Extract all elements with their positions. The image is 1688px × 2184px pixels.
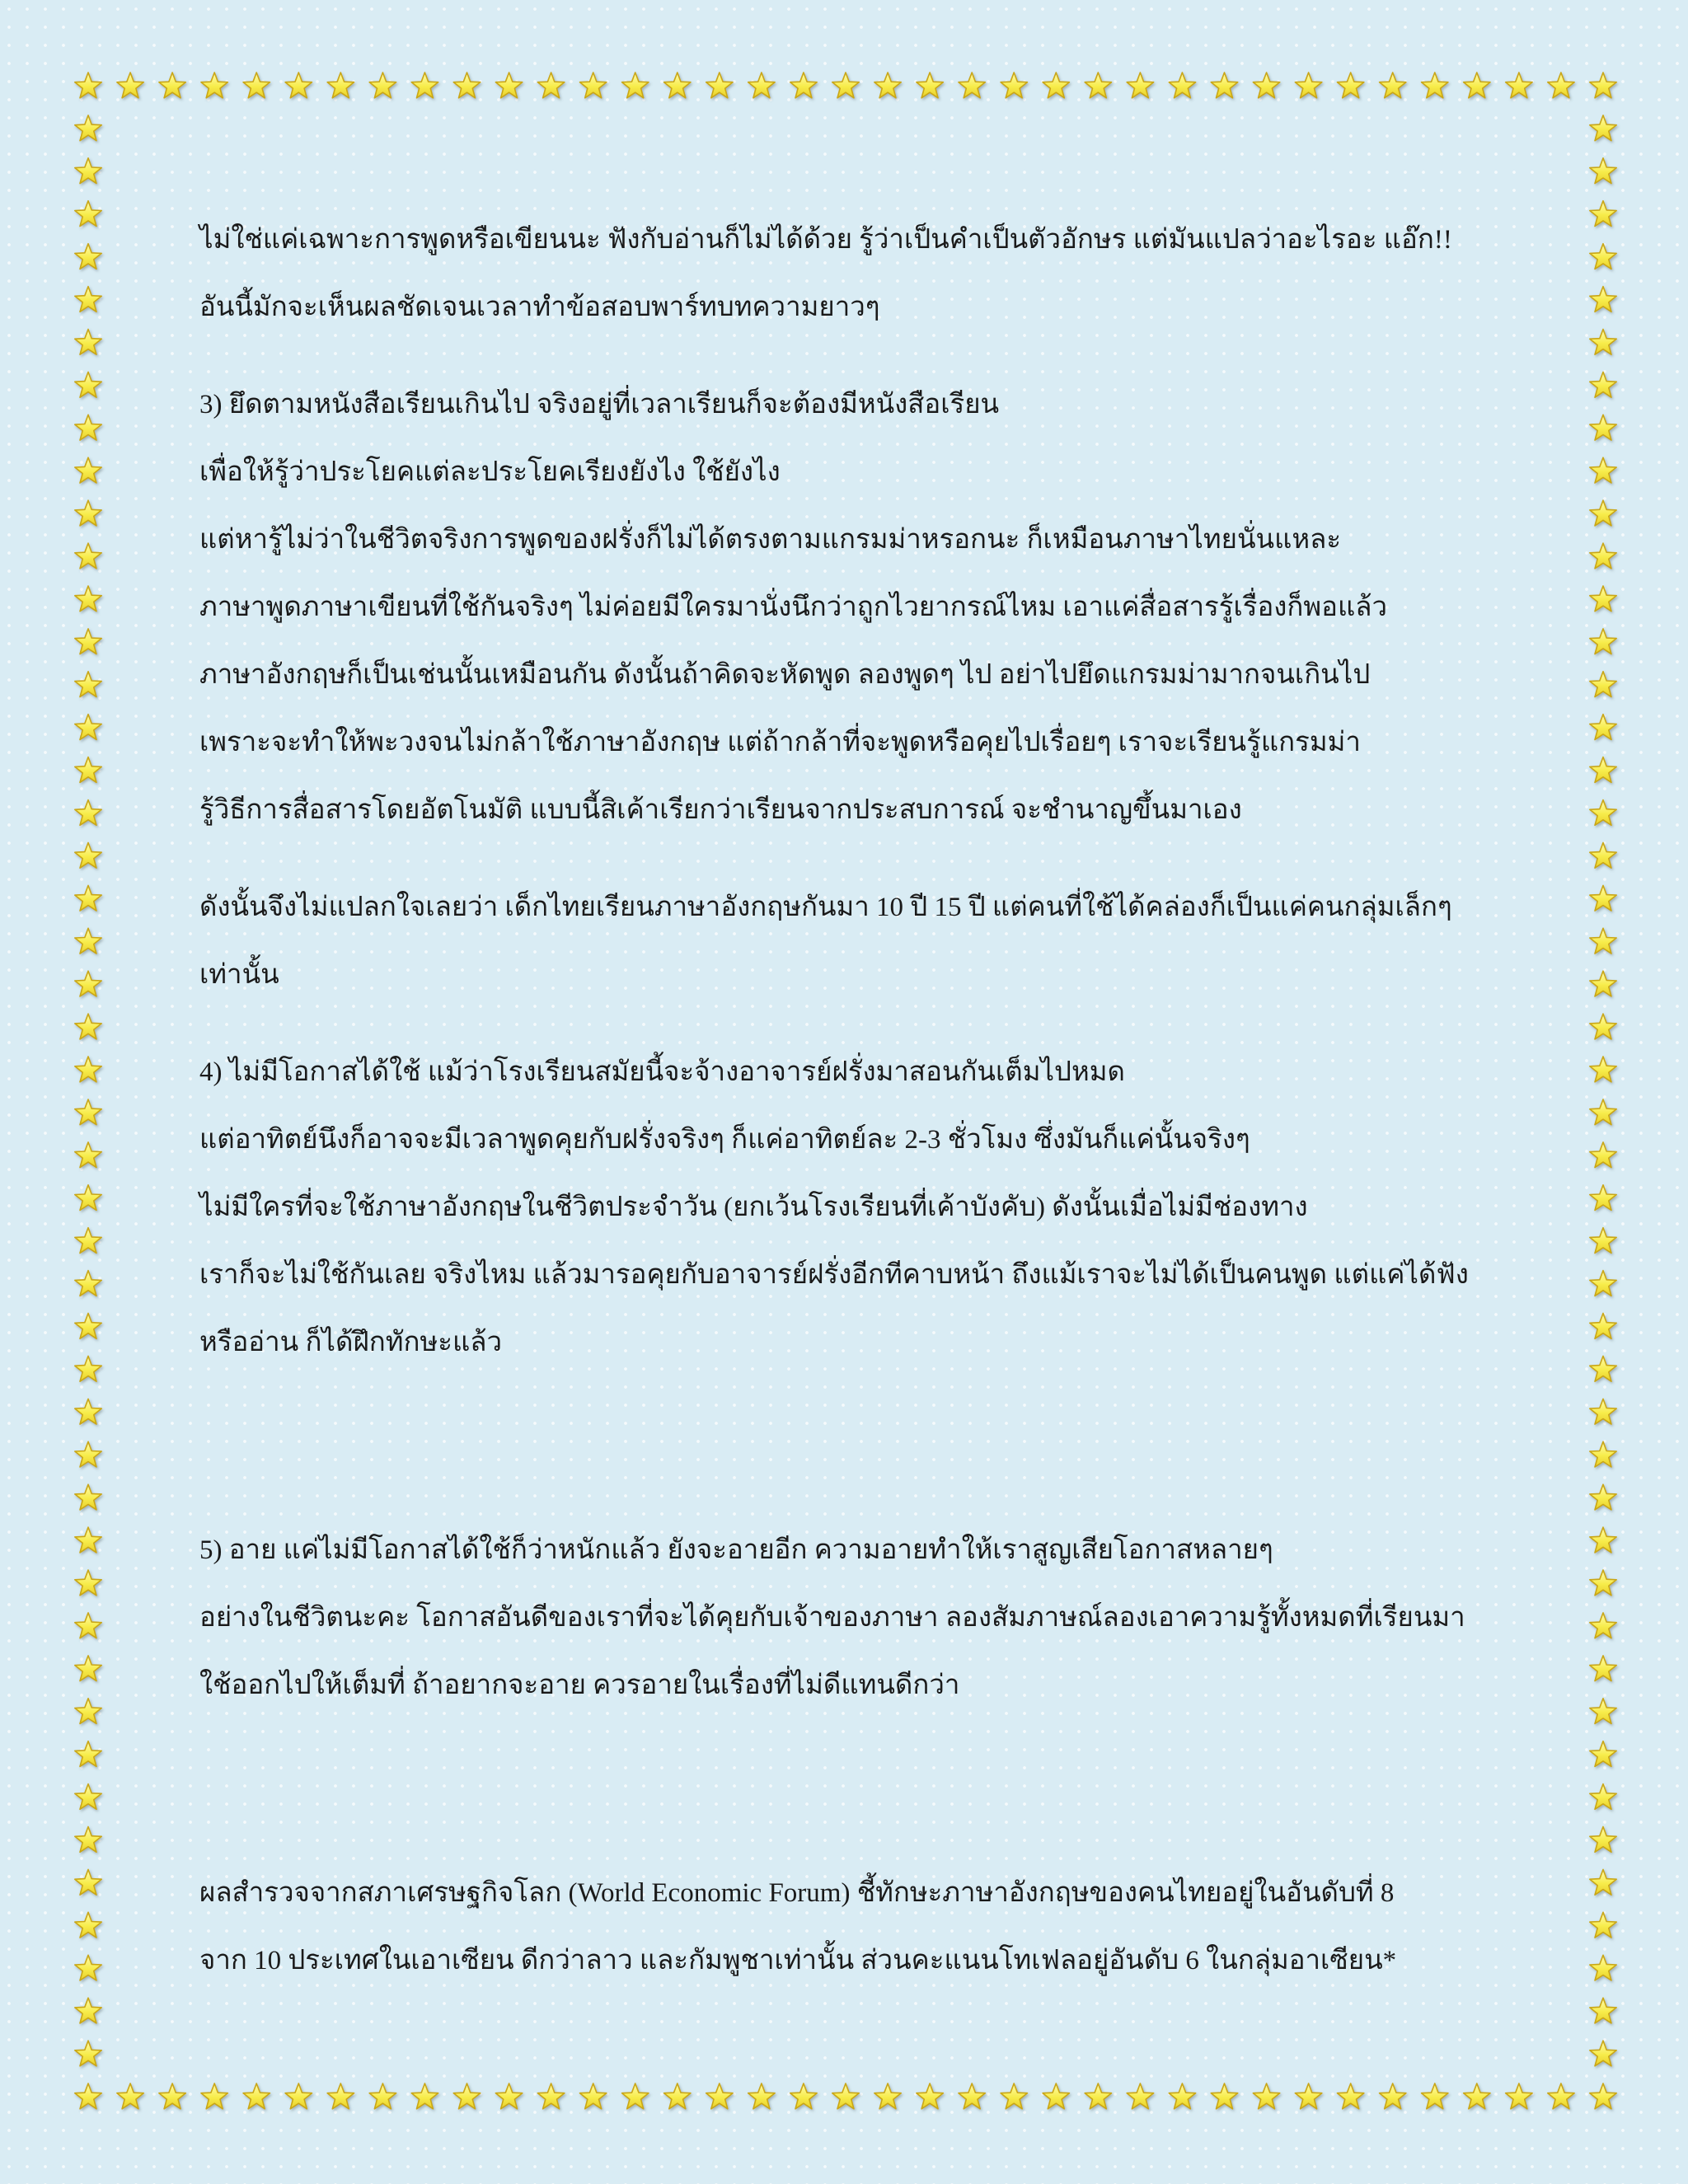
star-icon xyxy=(75,330,101,355)
star-icon xyxy=(1464,2083,1490,2109)
star-icon xyxy=(75,1570,101,1596)
star-icon xyxy=(75,2083,101,2109)
text-line: รู้วิธีการสื่อสารโดยอัตโนมัติ แบบนี้สิเค้าเรียกว่าเรียนจากประสบการณ์ จะชำนาญขึ้นมาเอง xyxy=(199,795,1242,825)
star-icon xyxy=(1590,1699,1616,1724)
star-icon xyxy=(874,2083,901,2109)
star-icon xyxy=(1590,1356,1616,1381)
star-icon xyxy=(1253,73,1279,98)
paragraph-conclusion-3 xyxy=(199,874,1502,1009)
text-line: จาก 10 ประเทศในเอาเซียน ดีกว่าลาว และกัมพูชาเท่านั้น ส่วนคะแนนโทเฟลอยู่อันดับ 6 ในกลุ่มอาเซียน* xyxy=(199,1946,1397,1975)
star-icon xyxy=(1590,885,1616,911)
star-icon xyxy=(1590,543,1616,569)
star-icon xyxy=(1590,1271,1616,1296)
star-icon xyxy=(1380,73,1406,98)
star-icon xyxy=(917,73,943,98)
text-line: ใช้ออกไปให้เต็มที่ ถ้าอยากจะอาย ควรอายในเรื่องที่ไม่ดีแทนดีกว่า xyxy=(199,1671,960,1700)
star-icon xyxy=(1590,1527,1616,1553)
star-icon xyxy=(285,73,312,98)
star-icon xyxy=(1590,1869,1616,1895)
paragraph-point-4 xyxy=(199,1038,1502,1376)
star-icon xyxy=(1295,2083,1321,2109)
star-icon xyxy=(369,2083,396,2109)
star-icon xyxy=(832,73,859,98)
star-icon xyxy=(117,73,143,98)
text-line: อันนี้มักจะเห็นผลชัดเจนเวลาทำข้อสอบพาร์ทบทความยาวๆ xyxy=(199,293,880,322)
star-icon xyxy=(1590,500,1616,526)
star-icon xyxy=(75,1741,101,1767)
text-line: แต่อาทิตย์นึงก็อาจจะมีเวลาพูดคุยกับฝรั่งจริงๆ ก็แค่อาทิตย์ละ 2-3 ชั่วโมง ซึ่งมันก็แค่นั้นจริงๆ xyxy=(199,1125,1250,1155)
star-icon xyxy=(75,1271,101,1296)
star-icon xyxy=(832,2083,859,2109)
star-icon xyxy=(1590,1099,1616,1125)
star-icon xyxy=(1590,2041,1616,2066)
star-icon xyxy=(75,586,101,612)
star-icon xyxy=(537,2083,564,2109)
star-icon xyxy=(75,1441,101,1467)
star-icon xyxy=(495,2083,522,2109)
text-line: เพื่อให้รู้ว่าประโยคแต่ละประโยคเรียงยังไง ใช้ยังไง xyxy=(199,457,781,487)
star-icon xyxy=(75,1912,101,1938)
star-icon xyxy=(75,885,101,911)
star-icon xyxy=(1043,73,1069,98)
star-icon xyxy=(1085,73,1111,98)
star-icon xyxy=(159,73,185,98)
star-icon xyxy=(1211,2083,1237,2109)
star-icon xyxy=(1169,73,1195,98)
star-icon xyxy=(453,2083,480,2109)
star-icon xyxy=(1590,1741,1616,1767)
paragraph-intro xyxy=(199,206,1502,341)
star-icon xyxy=(75,1057,101,1082)
star-icon xyxy=(201,73,227,98)
star-icon xyxy=(959,73,985,98)
star-icon xyxy=(1590,330,1616,355)
star-icon xyxy=(1590,287,1616,312)
star-icon xyxy=(75,543,101,569)
star-icon xyxy=(1590,115,1616,141)
star-icon xyxy=(748,2083,775,2109)
star-icon xyxy=(75,1784,101,1810)
star-icon xyxy=(75,928,101,954)
star-icon xyxy=(75,115,101,141)
star-icon xyxy=(159,2083,185,2109)
star-icon xyxy=(1590,1057,1616,1082)
star-icon xyxy=(1001,2083,1027,2109)
star-icon xyxy=(201,2083,227,2109)
star-icon xyxy=(75,158,101,184)
star-icon xyxy=(622,73,649,98)
star-icon xyxy=(1422,2083,1448,2109)
star-icon xyxy=(664,73,691,98)
star-icon xyxy=(411,2083,438,2109)
star-icon xyxy=(75,244,101,269)
star-icon xyxy=(1590,415,1616,440)
text-line: หรืออ่าน ก็ได้ฝึกทักษะแล้ว xyxy=(199,1328,503,1357)
star-icon xyxy=(1590,586,1616,612)
star-icon xyxy=(1295,73,1321,98)
text-line: เท่านั้น xyxy=(199,960,279,990)
star-icon xyxy=(327,2083,354,2109)
paragraph-survey xyxy=(199,1859,1502,1994)
star-icon xyxy=(75,1185,101,1211)
star-icon xyxy=(1590,1441,1616,1467)
star-icon xyxy=(790,2083,817,2109)
star-icon xyxy=(75,1399,101,1424)
star-icon xyxy=(1590,244,1616,269)
star-icon xyxy=(75,1699,101,1724)
star-icon xyxy=(1590,73,1616,98)
star-icon xyxy=(790,73,817,98)
star-icon xyxy=(411,73,438,98)
text-line: ภาษาอังกฤษก็เป็นเช่นนั้นเหมือนกัน ดังนั้นถ้าคิดจะหัดพูด ลองพูดๆ ไป อย่าไปยึดแกรมม่ามากจนเกินไป xyxy=(199,660,1371,690)
star-icon xyxy=(1548,2083,1574,2109)
star-icon xyxy=(874,73,901,98)
star-icon xyxy=(1590,1314,1616,1339)
star-icon xyxy=(1590,1014,1616,1039)
text-line: ผลสำรวจจากสภาเศรษฐกิจโลก (World Economic Forum) ชี้ทักษะภาษาอังกฤษของคนไทยอยู่ในอันดับที่ 8 xyxy=(199,1878,1395,1908)
star-icon xyxy=(1590,843,1616,869)
star-icon xyxy=(537,73,564,98)
star-icon xyxy=(1506,73,1532,98)
star-icon xyxy=(75,1656,101,1681)
star-icon xyxy=(1590,457,1616,483)
star-icon xyxy=(75,757,101,783)
star-icon xyxy=(75,2041,101,2066)
star-icon xyxy=(285,2083,312,2109)
star-icon xyxy=(1590,715,1616,740)
star-icon xyxy=(1590,971,1616,996)
star-icon xyxy=(75,1228,101,1254)
star-icon xyxy=(1590,1484,1616,1510)
star-icon xyxy=(75,372,101,397)
star-icon xyxy=(1590,1656,1616,1681)
star-icon xyxy=(1127,73,1153,98)
star-icon xyxy=(1338,73,1364,98)
text-line: 5) อาย แค่ไม่มีโอกาสได้ใช้ก็ว่าหนักแล้ว ยังจะอายอีก ความอายทำให้เราสูญเสียโอกาสหลายๆ xyxy=(199,1535,1273,1565)
star-icon xyxy=(1253,2083,1279,2109)
star-icon xyxy=(75,1099,101,1125)
star-icon xyxy=(1590,757,1616,783)
star-icon xyxy=(75,1142,101,1168)
star-icon xyxy=(75,73,101,98)
star-icon xyxy=(1590,1784,1616,1810)
star-icon xyxy=(243,2083,270,2109)
paragraph-point-3 xyxy=(199,371,1502,844)
star-icon xyxy=(75,800,101,826)
star-icon xyxy=(453,73,480,98)
star-icon xyxy=(1590,1142,1616,1168)
star-icon xyxy=(75,500,101,526)
star-icon xyxy=(75,1613,101,1638)
star-icon xyxy=(369,73,396,98)
star-icon xyxy=(75,1998,101,2023)
star-icon xyxy=(1211,73,1237,98)
star-icon xyxy=(75,1014,101,1039)
star-icon xyxy=(1590,1570,1616,1596)
star-icon xyxy=(1422,73,1448,98)
text-line: ภาษาพูดภาษาเขียนที่ใช้กันจริงๆ ไม่ค่อยมีใครมานั่งนึกว่าถูกไวยากรณ์ไหม เอาแค่สื่อสารรู้เรื่องก็พอแล้ว xyxy=(199,593,1387,622)
star-icon xyxy=(1590,158,1616,184)
text-line: แต่หารู้ไม่ว่าในชีวิตจริงการพูดของฝรั่งก็ไม่ได้ตรงตามแกรมม่าหรอกนะ ก็เหมือนภาษาไทยนั่นแหละ xyxy=(199,525,1342,555)
star-icon xyxy=(664,2083,691,2109)
star-icon xyxy=(1506,2083,1532,2109)
star-icon xyxy=(1001,73,1027,98)
star-icon xyxy=(1380,2083,1406,2109)
star-icon xyxy=(1590,629,1616,654)
star-icon xyxy=(1127,2083,1153,2109)
star-icon xyxy=(1043,2083,1069,2109)
star-icon xyxy=(75,457,101,483)
star-icon xyxy=(580,73,607,98)
star-icon xyxy=(1590,928,1616,954)
star-icon xyxy=(75,629,101,654)
star-icon xyxy=(917,2083,943,2109)
star-icon xyxy=(1590,1228,1616,1254)
star-icon xyxy=(75,971,101,996)
star-icon xyxy=(1464,73,1490,98)
star-icon xyxy=(243,73,270,98)
star-icon xyxy=(1590,800,1616,826)
text-line: ไม่ใช่แค่เฉพาะการพูดหรือเขียนนะ ฟังกับอ่านก็ไม่ได้ด้วย รู้ว่าเป็นคำเป็นตัวอักษร แต่มันแปลว่าอะไรอะ แอ๊ก!! xyxy=(199,225,1452,255)
star-icon xyxy=(75,1869,101,1895)
star-icon xyxy=(75,1955,101,1980)
star-icon xyxy=(1548,73,1574,98)
paragraph-point-5 xyxy=(199,1516,1502,1719)
text-line: 4) ไม่มีโอกาสได้ใช้ แม้ว่าโรงเรียนสมัยนี้จะจ้างอาจารย์ฝรั่งมาสอนกันเต็มไปหมด xyxy=(199,1057,1125,1087)
star-icon xyxy=(706,2083,733,2109)
star-icon xyxy=(495,73,522,98)
star-icon xyxy=(75,1484,101,1510)
star-icon xyxy=(1590,1827,1616,1853)
star-icon xyxy=(1590,1613,1616,1638)
star-icon xyxy=(748,73,775,98)
star-icon xyxy=(75,1527,101,1553)
star-icon xyxy=(1590,372,1616,397)
star-icon xyxy=(1169,2083,1195,2109)
star-icon xyxy=(75,1314,101,1339)
text-line: อย่างในชีวิตนะคะ โอกาสอันดีของเราที่จะได้คุยกับเจ้าของภาษา ลองสัมภาษณ์ลองเอาความรู้ทั้งหมดที่เรียนมา xyxy=(199,1603,1465,1633)
text-line: 3) ยึดตามหนังสือเรียนเกินไป จริงอยู่ที่เวลาเรียนก็จะต้องมีหนังสือเรียน xyxy=(199,390,1000,419)
star-icon xyxy=(1338,2083,1364,2109)
star-icon xyxy=(622,2083,649,2109)
star-icon xyxy=(959,2083,985,2109)
star-icon xyxy=(75,201,101,227)
star-icon xyxy=(1590,1912,1616,1938)
star-icon xyxy=(706,73,733,98)
star-icon xyxy=(1590,1185,1616,1211)
star-icon xyxy=(75,843,101,869)
star-icon xyxy=(1590,672,1616,697)
text-line: ดังนั้นจึงไม่แปลกใจเลยว่า เด็กไทยเรียนภาษาอังกฤษกันมา 10 ปี 15 ปี แต่คนที่ใช้ได้คล่องก็เป็นแค่คนกลุ่มเล็กๆ xyxy=(199,893,1452,922)
star-icon xyxy=(117,2083,143,2109)
star-icon xyxy=(75,672,101,697)
star-icon xyxy=(1085,2083,1111,2109)
star-icon xyxy=(75,715,101,740)
star-icon xyxy=(1590,201,1616,227)
star-icon xyxy=(75,415,101,440)
star-icon xyxy=(1590,1955,1616,1980)
star-icon xyxy=(1590,1998,1616,2023)
document-body xyxy=(199,206,1502,1994)
star-icon xyxy=(327,73,354,98)
star-icon xyxy=(75,1356,101,1381)
star-icon xyxy=(580,2083,607,2109)
text-line: เพราะจะทำให้พะวงจนไม่กล้าใช้ภาษาอังกฤษ แต่ถ้ากล้าที่จะพูดหรือคุยไปเรื่อยๆ เราจะเรียนรู้แกรมม่า xyxy=(199,728,1361,757)
star-icon xyxy=(75,287,101,312)
text-line: เราก็จะไม่ใช้กันเลย จริงไหม แล้วมารอคุยกับอาจารย์ฝรั่งอีกทีคาบหน้า ถึงแม้เราจะไม่ได้เป็นคนพูด แต่แค่ได้ฟัง xyxy=(199,1260,1469,1290)
text-line: ไม่มีใครที่จะใช้ภาษาอังกฤษในชีวิตประจำวัน (ยกเว้นโรงเรียนที่เค้าบังคับ) ดังนั้นเมื่อไม่มีช่องทาง xyxy=(199,1193,1308,1222)
star-icon xyxy=(1590,2083,1616,2109)
star-icon xyxy=(75,1827,101,1853)
star-icon xyxy=(1590,1399,1616,1424)
